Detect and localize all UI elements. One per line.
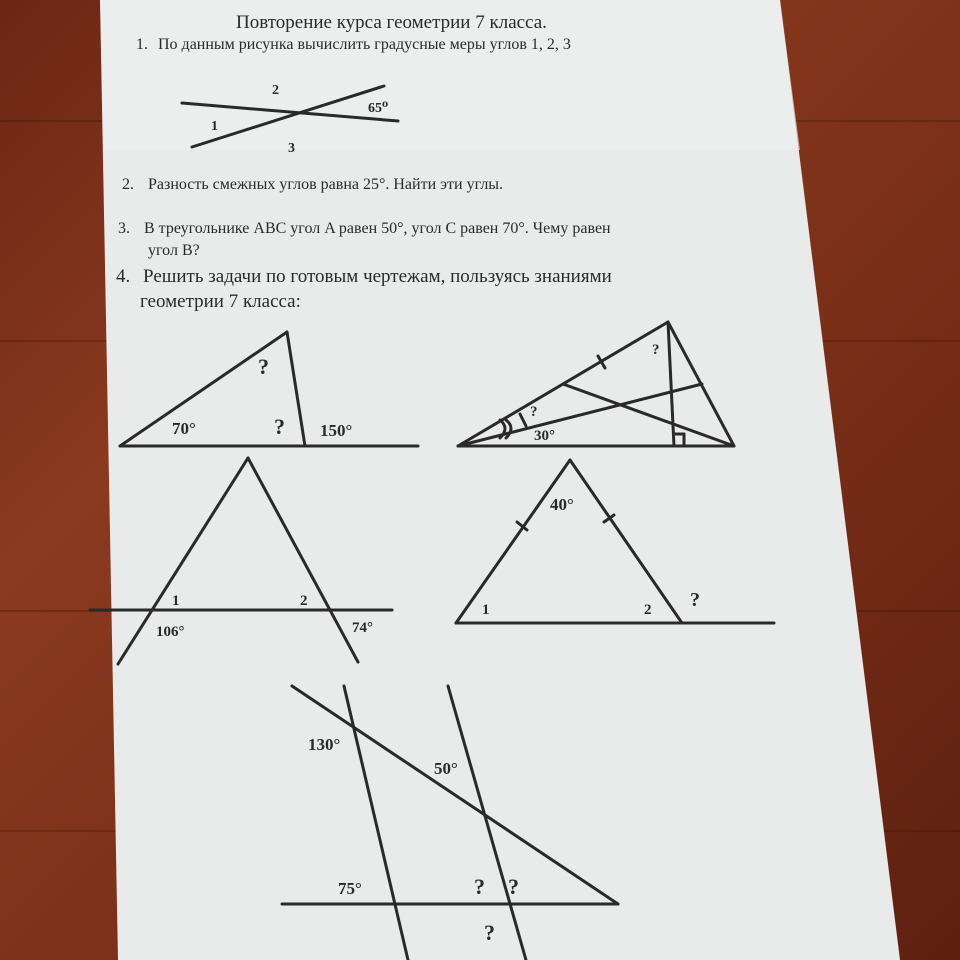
fig6-angle-50: 50°: [434, 759, 458, 778]
task-4-line2: геометрии 7 класса:: [140, 291, 301, 312]
fig4-angle-74: 74°: [352, 620, 373, 636]
fig5-label-2: 2: [644, 602, 652, 618]
figure-5-isosceles-triangle: [456, 460, 774, 623]
fig6-question-2: ?: [508, 874, 519, 899]
fig6-angle-130: 130°: [308, 735, 341, 754]
fig5-label-1: 1: [482, 602, 490, 618]
fig3-question-left: ?: [530, 404, 538, 420]
fig4-label-2: 2: [300, 593, 308, 609]
fig2-question-top: ?: [258, 354, 269, 379]
fig3-question-top: ?: [652, 342, 660, 358]
task-text: В треугольнике ABC угол A равен 50°, угол С равен 70°. Чему равен: [144, 220, 611, 237]
task-number: 2.: [122, 176, 134, 193]
fig3-angle-30: 30°: [534, 428, 555, 444]
figure-2-triangle: [120, 332, 418, 446]
fig2-angle-70: 70°: [172, 419, 196, 438]
fig1-label-1: 1: [211, 119, 218, 134]
fig2-angle-150: 150°: [320, 421, 353, 440]
fig6-angle-75: 75°: [338, 879, 362, 898]
task-number: 3.: [118, 220, 130, 237]
fig6-question-1: ?: [474, 874, 485, 899]
task-text: Решить задачи по готовым чертежам, пользуясь знаниями: [143, 266, 612, 287]
fig6-question-3: ?: [484, 920, 495, 945]
task-text: По данным рисунка вычислить градусные меры углов 1, 2, 3: [158, 36, 571, 53]
fig1-label-3: 3: [288, 141, 295, 156]
task-number: 1.: [136, 36, 148, 53]
fig5-angle-40: 40°: [550, 495, 574, 514]
figure-6-parallel-lines: [282, 686, 618, 960]
task-text: Разность смежных углов равна 25°. Найти эти углы.: [148, 176, 504, 193]
fig1-label-2: 2: [272, 83, 279, 98]
task-3-line2: угол В?: [148, 242, 200, 259]
fig2-question-mid: ?: [274, 414, 285, 439]
fig5-question-ext: ?: [690, 589, 700, 611]
figure-3-triangle: [458, 322, 734, 446]
figure-4-triangle: [90, 458, 392, 664]
task-number: 4.: [116, 266, 131, 287]
fig4-angle-106: 106°: [156, 624, 185, 640]
figure-1-intersecting-lines: [182, 86, 398, 147]
fig4-label-1: 1: [172, 593, 180, 609]
fig1-angle-65: 65⁰: [368, 101, 389, 116]
page-title: Повторение курса геометрии 7 класса.: [236, 12, 547, 33]
